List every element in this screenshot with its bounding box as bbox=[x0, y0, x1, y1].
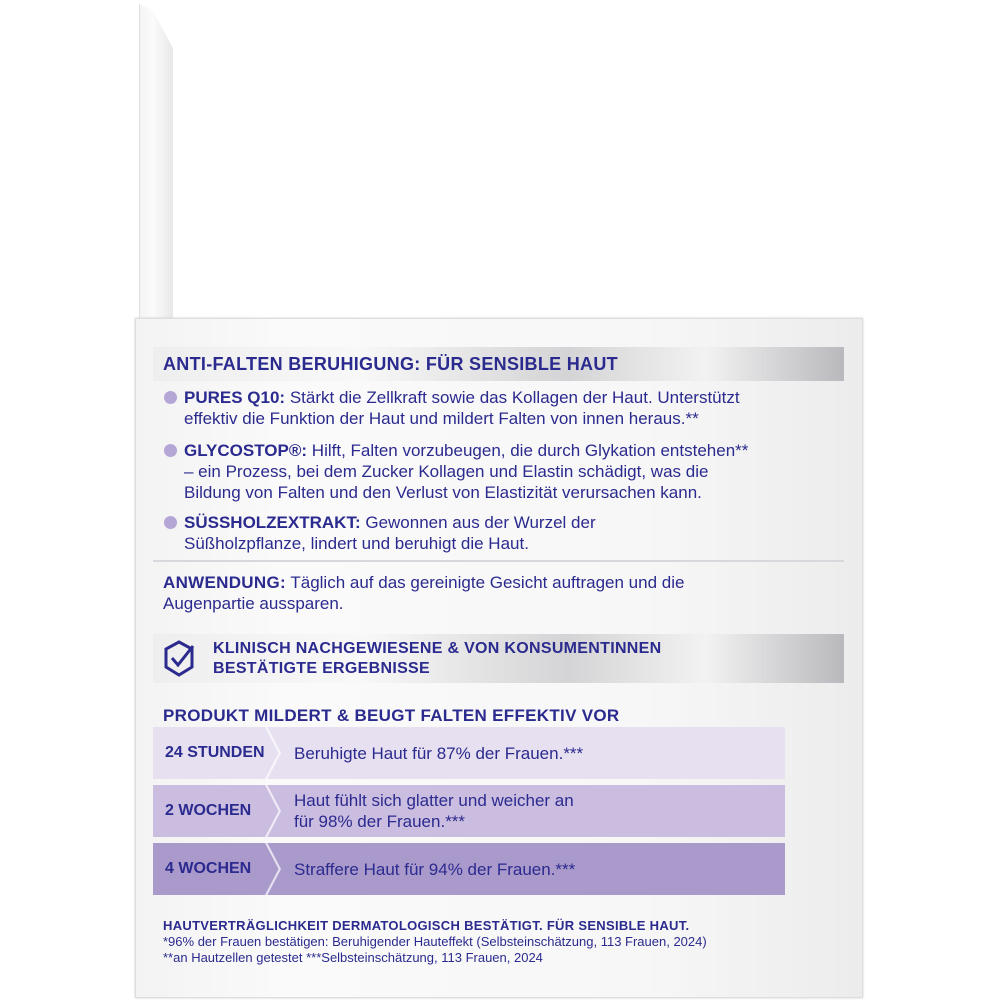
footnote-2: **an Hautzellen getestet ***Selbsteinschätzung, 113 Frauen, 2024 bbox=[163, 950, 543, 965]
chevron-divider bbox=[265, 727, 281, 779]
result-row bbox=[153, 785, 785, 837]
ingredient-suessholz: SÜSSHOLZEXTRAKT: Gewonnen aus der Wurzel der bbox=[184, 513, 596, 532]
shield-check-icon bbox=[163, 640, 195, 678]
clinical-line1: KLINISCH NACHGEWIESENE & VON KONSUMENTINNEN bbox=[213, 640, 662, 657]
result-row bbox=[153, 727, 785, 779]
heading: ANTI-FALTEN BERUHIGUNG: FÜR SENSIBLE HAUT bbox=[163, 354, 618, 374]
result-period: 4 WOCHEN bbox=[165, 860, 252, 877]
chevron-divider bbox=[265, 785, 281, 837]
bullet-icon bbox=[164, 444, 177, 457]
result-line: Straffere Haut für 94% der Frauen.*** bbox=[294, 859, 576, 879]
ingredient-suessholz-line2: Süßholzpflanze, lindert und beruhigt die Haut. bbox=[184, 534, 529, 553]
result-text bbox=[294, 843, 575, 895]
result-text bbox=[294, 727, 583, 779]
ingredient-q10: PURES Q10: Stärkt die Zellkraft sowie das Kollagen der Haut. Unterstützt bbox=[184, 388, 740, 407]
results-title: PRODUKT MILDERT & BEUGT FALTEN EFFEKTIV VOR bbox=[163, 706, 620, 725]
result-line: Haut fühlt sich glatter und weicher an bbox=[294, 791, 574, 810]
ingredient-glycostop-line3: Bildung von Falten und den Verlust von Elastizität verursachen kann. bbox=[184, 483, 702, 502]
ingredient-glycostop-line2: – ein Prozess, bei dem Zucker Kollagen und Elastin schädigt, was die bbox=[184, 462, 709, 481]
bullet-icon bbox=[164, 516, 177, 529]
usage: ANWENDUNG: Täglich auf das gereinigte Gesicht auftragen und die bbox=[163, 573, 685, 592]
box-flap bbox=[139, 4, 173, 320]
chevron-divider bbox=[265, 843, 281, 895]
usage-line2: Augenpartie aussparen. bbox=[163, 594, 344, 613]
result-line: Beruhigte Haut für 87% der Frauen.*** bbox=[294, 743, 584, 763]
result-row bbox=[153, 843, 785, 895]
bullet-icon bbox=[164, 391, 177, 404]
result-text bbox=[294, 785, 574, 837]
ingredient-q10-line2: effektiv die Funktion der Haut und mildert Falten von innen heraus.** bbox=[184, 409, 699, 428]
result-period: 24 STUNDEN bbox=[165, 744, 265, 761]
ingredient-glycostop: GLYCOSTOP®: Hilft, Falten vorzubeugen, die durch Glykation entstehen** bbox=[184, 441, 749, 460]
footnote-1: *96% der Frauen bestätigen: Beruhigender Hauteffekt (Selbsteinschätzung, 113 Frauen, 2024) bbox=[163, 934, 707, 949]
result-line: für 98% der Frauen.*** bbox=[294, 812, 466, 831]
result-period: 2 WOCHEN bbox=[165, 802, 252, 819]
clinical-line2: BESTÄTIGTE ERGEBNISSE bbox=[213, 660, 430, 677]
footer-claim: HAUTVERTRÄGLICHKEIT DERMATOLOGISCH BESTÄTIGT. FÜR SENSIBLE HAUT. bbox=[163, 918, 690, 933]
divider bbox=[153, 560, 844, 562]
